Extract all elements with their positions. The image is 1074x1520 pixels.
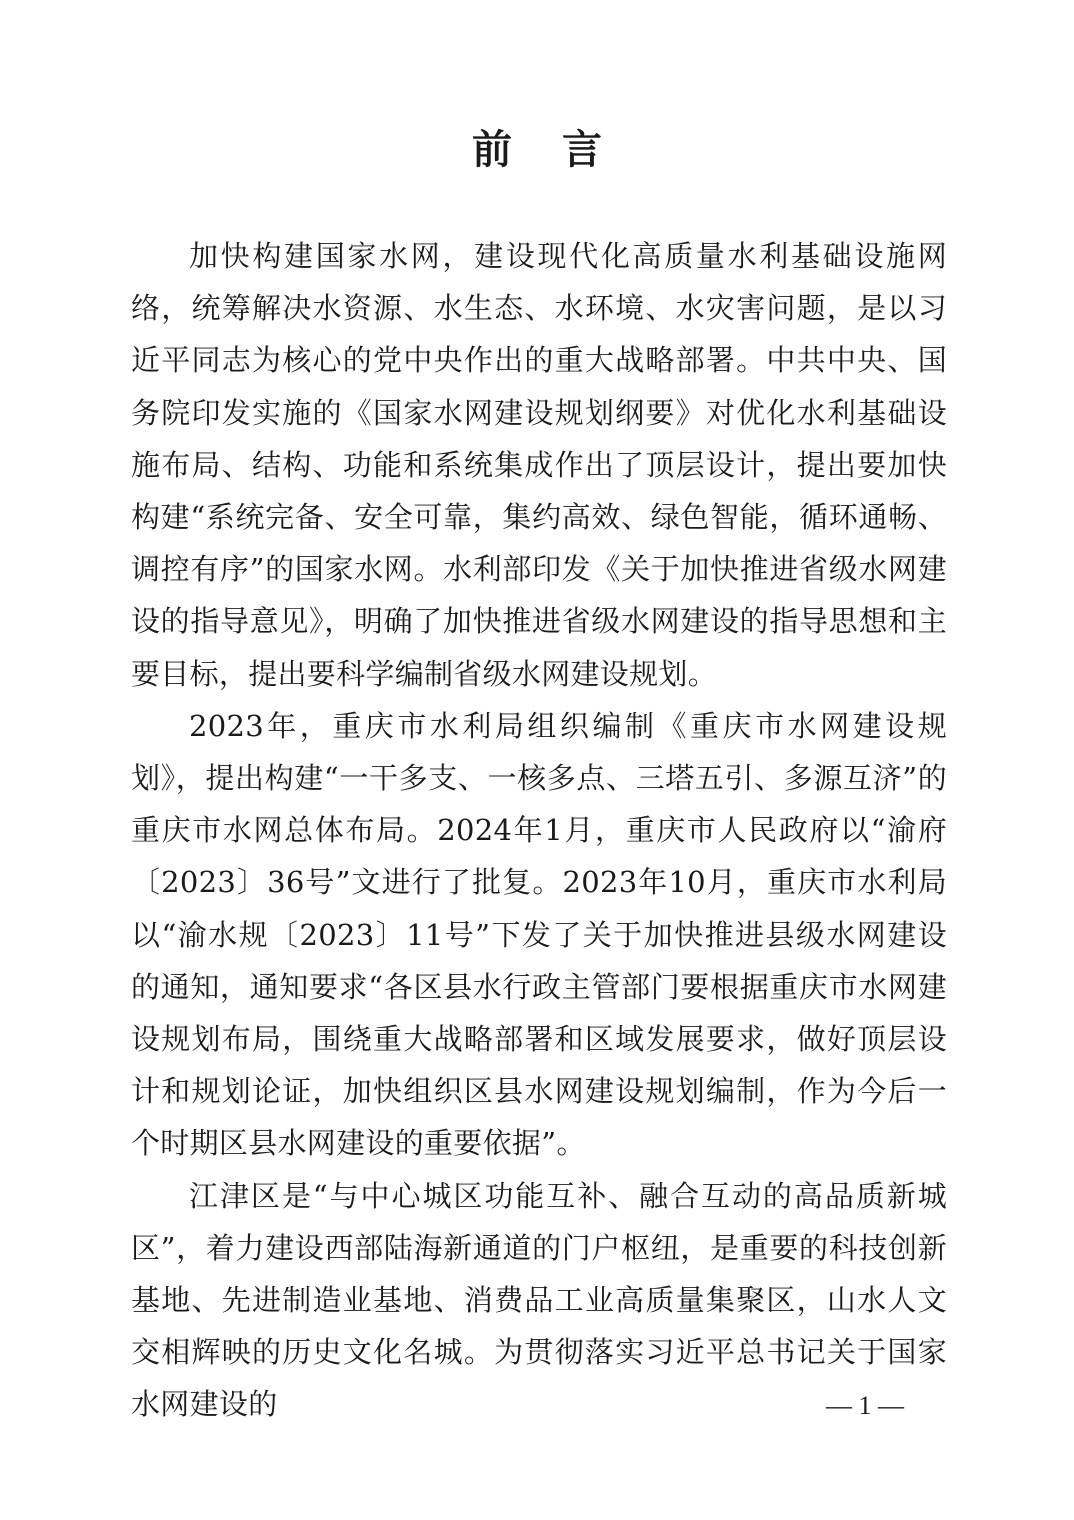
paragraph-3: 江津区是“与中心城区功能互补、融合互动的高品质新城区”，着力建设西部陆海新通道的门户枢纽，是重要的科技创新基地、先进制造业基地、消费品工业高质量集聚区，山水人文交相辉映的历史文化名城。为贯彻落实习近平总书记关于国家水网建设的: [131, 1178, 947, 1422]
page-title: 前 言: [472, 126, 620, 173]
page-number: — 1 —: [826, 1391, 904, 1420]
body-text: [131, 230, 947, 1431]
paragraph-2: 2023年，重庆市水利局组织编制《重庆市水网建设规划》，提出构建“一干多支、一核多点、三塔五引、多源互济”的重庆市水网总体布局。2024年1月，重庆市人民政府以“渝府〔2023〕36号”文进行了批复。2023年10月，重庆市水利局以“渝水规〔2023〕11号”下发了关于加快推进县级水网建设的通知，通知要求“各区县水行政主管部门要根据重庆市水网建设规划布局，围绕重大战略部署和区域发展要求，做好顶层设计和规划论证，加快组织区县水网建设规划编制，作为今后一个时期区县水网建设的重要依据”。: [131, 708, 947, 1161]
paragraph-1: 加快构建国家水网，建设现代化高质量水利基础设施网络，统筹解决水资源、水生态、水环境、水灾害问题，是以习近平同志为核心的党中央作出的重大战略部署。中共中央、国务院印发实施的《国家水网建设规划纲要》对优化水利基础设施布局、结构、功能和系统集成作出了顶层设计，提出要加快构建“系统完备、安全可靠，集约高效、绿色智能，循环通畅、调控有序”的国家水网。水利部印发《关于加快推进省级水网建设的指导意见》，明确了加快推进省级水网建设的指导思想和主要目标，提出要科学编制省级水网建设规划。: [131, 239, 947, 691]
